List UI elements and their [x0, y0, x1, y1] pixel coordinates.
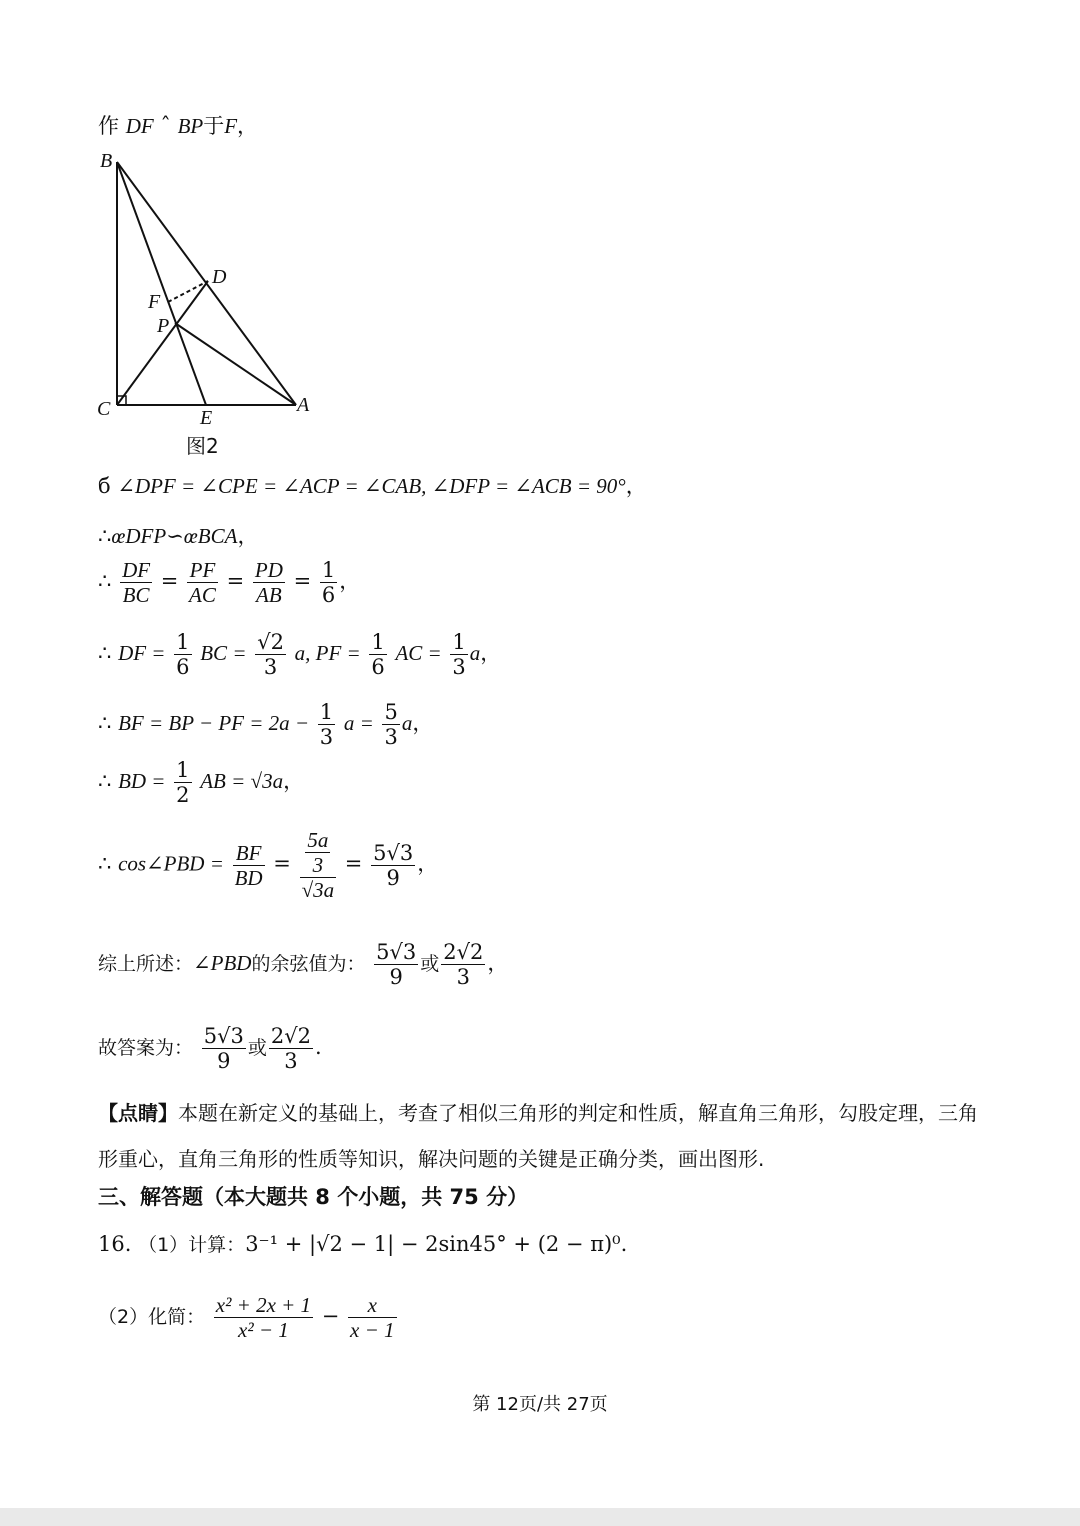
- intro-perp-symbol: ˆ: [160, 114, 171, 138]
- fraction-5sqrt3-9: $\frac{5√3}{9}$: [373, 840, 414, 890]
- answer-line: 故答案为： $\frac{5√3}{9}$ 或 $\frac{2√2}{3}$ .: [98, 1024, 322, 1074]
- comment-label: 【点睛】: [98, 1101, 178, 1125]
- intro-line: [98, 114, 258, 139]
- scan-edge-strip: [0, 1508, 1080, 1526]
- fraction-pf-ac: $\frac{PF}{AC}$: [189, 558, 216, 608]
- label-b: B: [100, 150, 113, 172]
- segment-cd: [117, 281, 208, 405]
- step-2-tail: ，: [237, 524, 259, 548]
- segment-pa: [175, 323, 296, 405]
- intro-prefix: 作: [98, 114, 119, 138]
- step-2: [98, 524, 258, 549]
- step-3: ∴ $\frac{DF}{BC}$ = $\frac{PF}{AC}$ = $\frac{PD}{AB}$ = $\frac{1}{6}$ ，: [98, 558, 361, 608]
- step-5: ∴ BF = BP − PF = 2a − $\frac{1}{3}$ a = $\frac{5}{3}$ a，: [98, 700, 434, 750]
- label-a: A: [297, 394, 310, 416]
- step-3-lead: ∴: [98, 569, 112, 594]
- fraction-1-3-b: $\frac{1}{3}$: [319, 700, 334, 750]
- q16-fraction-1: $\frac{\text{x² + 2x + 1}}{\text{x² − 1}}$: [215, 1293, 312, 1343]
- segment-df-dashed: [168, 281, 208, 302]
- label-e: E: [200, 407, 213, 429]
- segment-be: [117, 162, 206, 405]
- answer-fraction-1: $\frac{5√3}{9}$: [203, 1024, 244, 1074]
- step-6: ∴ BD = $\frac{1}{2}$ AB = √3a，: [98, 758, 305, 808]
- summary-line: 综上所述：∠PBD的余弦值为： $\frac{5√3}{9}$ 或 $\frac{2√2}{3}$ ，: [98, 940, 509, 990]
- step-1-expr: ∠DPF = ∠CPE = ∠ACP = ∠CAB, ∠DFP = ∠ACB = 90°: [117, 474, 626, 498]
- fraction-one-sixth: $\frac{1}{6}$: [321, 558, 336, 608]
- label-p: P: [157, 315, 170, 337]
- answer-fraction-2: $\frac{2√2}{3}$: [270, 1024, 311, 1074]
- step-1-lead: б: [98, 474, 111, 498]
- intro-df: DF: [125, 114, 154, 138]
- q16-part1-expr: 3⁻¹ + |√2 − 1| − 2sin45° + (2 − π)⁰.: [245, 1232, 628, 1256]
- fraction-1-2: $\frac{1}{2}$: [176, 758, 190, 808]
- intro-bp: BP: [177, 114, 204, 138]
- intro-mid: 于: [203, 114, 225, 138]
- comment-text: 本题在新定义的基础上，考查了相似三角形的判定和性质，解直角三角形，勾股定理，三角形重心，直角三角形的性质等知识，解决问题的关键是正确分类，画出图形.: [98, 1101, 978, 1171]
- label-c: C: [97, 398, 111, 420]
- summary-fraction-1: $\frac{5√3}{9}$: [376, 940, 417, 990]
- comment-paragraph: [98, 1090, 983, 1182]
- step-2-expr: œDFP∽œBCA: [111, 524, 238, 548]
- q16-part2: （2）化简： $\frac{\text{x² + 2x + 1}}{\text{x² − 1}}$ − $\frac{x}{x - 1}$: [98, 1293, 395, 1343]
- fraction-bf-bd: $\frac{BF}{BD}$: [234, 840, 263, 890]
- fraction-df-bc: $\frac{DF}{BC}$: [122, 558, 151, 608]
- intro-f: F: [224, 114, 238, 138]
- label-d: D: [212, 266, 227, 288]
- q16-part1: 16. （1）计算：3⁻¹ + |√2 − 1| − 2sin45° + (2 − π)⁰.: [98, 1232, 628, 1256]
- fraction-1-6-a: $\frac{1}{6}$: [176, 630, 190, 680]
- fraction-compound: $\frac{\frac{5a}{3}}{√3a}$: [301, 828, 335, 903]
- page-footer: 第 12页/共 27页: [472, 1394, 608, 1415]
- step-7: ∴ cos∠PBD = $\frac{BF}{BD}$ = $\frac{\frac{5a}{3}}{√3a}$ = $\frac{5√3}{9}$ ，: [98, 828, 439, 903]
- step-1: [98, 474, 647, 499]
- label-f: F: [148, 291, 161, 313]
- q16-fraction-2: $\frac{x}{x - 1}$: [350, 1293, 395, 1343]
- fraction-1-6-b: $\frac{1}{6}$: [371, 630, 385, 680]
- fraction-1-3: $\frac{1}{3}$: [452, 630, 466, 680]
- fraction-5a-3: $\frac{5a}{3}$: [307, 828, 329, 878]
- figure-caption: 图2: [186, 434, 219, 458]
- fraction-5-3: $\frac{5}{3}$: [384, 700, 398, 750]
- q16-number: 16.: [98, 1232, 132, 1256]
- figure-lines: [117, 162, 296, 405]
- fraction-sqrt2-3: $\frac{√2}{3}$: [257, 630, 284, 680]
- geometry-figure: [90, 145, 330, 465]
- section-title: 三、解答题（本大题共 8 个小题，共 75 分）: [98, 1185, 529, 1209]
- step-2-lead: ∴: [98, 524, 112, 548]
- fraction-pd-ab: $\frac{PD}{AB}$: [254, 558, 283, 608]
- intro-tail: ，: [237, 114, 259, 138]
- summary-fraction-2: $\frac{2√2}{3}$: [443, 940, 484, 990]
- step-4: ∴ DF = $\frac{1}{6}$ BC = $\frac{√2}{3}$ a, PF = $\frac{1}{6}$ AC = $\frac{1}{3}$ a，: [98, 630, 502, 680]
- step-1-tail: ，: [625, 474, 647, 498]
